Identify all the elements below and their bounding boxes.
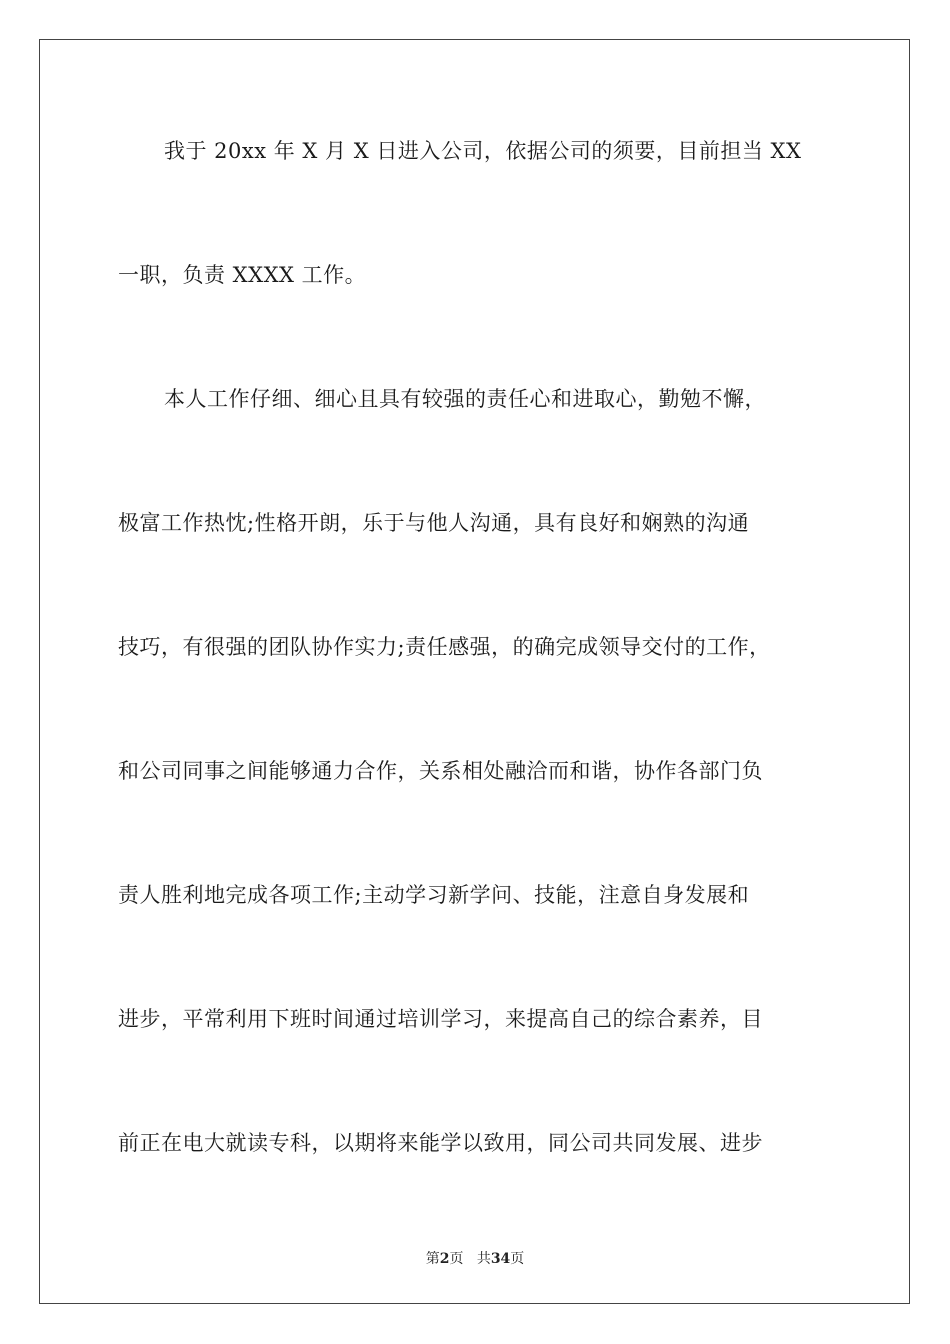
page-footer (0, 1248, 950, 1268)
paragraph-2-line-1: 本人工作仔细、细心且具有较强的责任心和进取心，勤勉不懈， (164, 387, 766, 411)
paragraph-2-line-5: 责人胜利地完成各项工作;主动学习新学问、技能，注意自身发展和 (118, 883, 750, 907)
footer-total-pages: 34 (490, 1251, 511, 1267)
footer-page-number: 2 (439, 1251, 450, 1267)
footer-page-suffix: 页 (449, 1251, 464, 1267)
paragraph-2-line-2: 极富工作热忱;性格开朗，乐于与他人沟通，具有良好和娴熟的沟通 (118, 511, 750, 535)
footer-total-suffix: 页 (510, 1251, 525, 1267)
paragraph-2-line-3: 技巧，有很强的团队协作实力;责任感强，的确完成领导交付的工作， (118, 635, 771, 659)
paragraph-1-line-2: 一职，负责 XXXX 工作。 (118, 263, 367, 287)
paragraph-2-line-7: 前正在电大就读专科，以期将来能学以致用，同公司共同发展、进步 (118, 1131, 763, 1155)
page-border (39, 39, 910, 1304)
footer-total-prefix: 共 (476, 1251, 491, 1267)
paragraph-2-line-6: 进步，平常利用下班时间通过培训学习，来提高自己的综合素养，目 (118, 1007, 763, 1031)
footer-page-prefix: 第 (425, 1251, 440, 1267)
paragraph-1-line-1: 我于 20xx 年 X 月 X 日进入公司，依据公司的须要，目前担当 XX (164, 139, 802, 163)
paragraph-2-line-4: 和公司同事之间能够通力合作，关系相处融洽而和谐，协作各部门负 (118, 759, 763, 783)
